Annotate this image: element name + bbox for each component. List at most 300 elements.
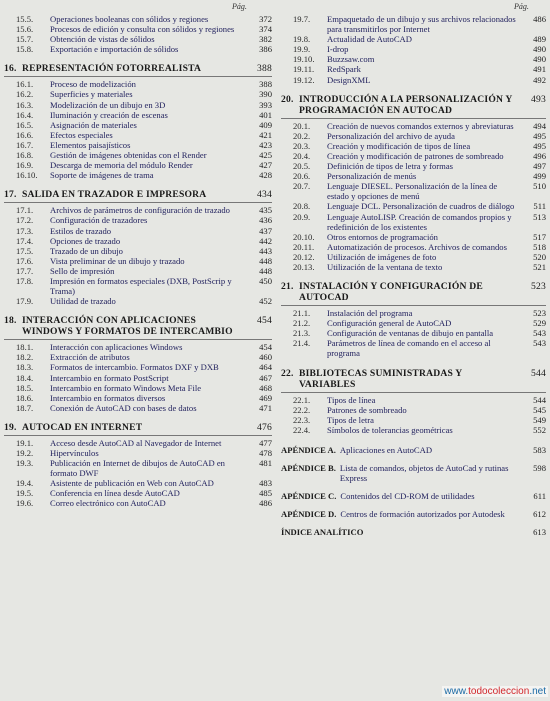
entry-number: 17.8. [16,275,34,286]
entry-page: 549 [533,414,546,425]
entry-number: 17.3. [16,225,34,236]
entry-number: 22.1. [293,394,311,405]
toc-entry[interactable] [4,205,272,215]
entry-page: 436 [259,215,272,226]
toc-entry[interactable] [4,296,272,306]
section-title: SALIDA EN TRAZADOR E IMPRESORA [22,189,207,201]
entry-number: 18.4. [16,372,34,383]
section-number: 18. [4,315,17,327]
entry-page: 450 [259,275,272,286]
entry-number: 19.10. [293,54,315,65]
entry-number: 22.2. [293,404,311,415]
entry-number: 16.1. [16,79,34,90]
entry-page: 545 [533,404,546,415]
entry-number: 19.2. [16,448,34,458]
toc-section [281,281,546,358]
section-page: 493 [531,93,546,105]
toc-entry[interactable] [281,171,546,181]
entry-title: Sello de impresión [50,265,115,276]
entry-number: 16.3. [16,99,34,110]
watermark-prefix: www. [444,686,469,697]
toc-entry[interactable] [281,54,546,64]
toc-entry[interactable] [281,338,546,358]
entry-number: 16.10. [16,170,38,181]
entry-page: 421 [259,129,272,140]
appendix-title: Lista de comandos, objetos de AutoCad y rutinas Express [339,463,509,484]
toc-left-column [4,14,272,509]
entry-page: 544 [533,394,546,405]
toc-entry[interactable] [4,100,272,110]
entry-title: Personalización de menús [327,171,417,182]
entry-page: 425 [259,150,272,161]
entry-title: Hipervínculos [50,448,99,458]
appendix-label: APÉNDICE D. [281,509,337,520]
entry-page: 469 [259,392,272,403]
entry-number: 20.5. [293,161,311,172]
entry-page: 523 [533,308,546,319]
toc-entry[interactable] [281,64,546,74]
section-heading[interactable] [4,189,272,200]
entry-number: 16.8. [16,150,34,161]
entry-page: 467 [259,372,272,383]
entry-number: 18.6. [16,392,34,403]
toc-entry[interactable] [4,458,272,478]
entry-title: Opciones de trazado [50,235,121,246]
appendix-entry[interactable] [281,463,546,483]
entry-title: Parámetros de línea de comando en el acceso al programa [327,338,491,359]
appendix-label: APÉNDICE C. [281,491,337,502]
entry-number: 21.1. [293,308,311,319]
entry-page: 448 [259,265,272,276]
entry-title: Conexión de AutoCAD con bases de datos [50,402,197,413]
watermark-suffix: .net [529,686,546,697]
toc-entry[interactable] [4,89,272,99]
right-page-column-header: Pág. [514,2,529,11]
toc-entry[interactable] [281,121,546,131]
toc-entry[interactable] [4,24,272,34]
entry-title: Efectos especiales [50,129,113,140]
entry-page: 495 [533,140,546,151]
section-heading[interactable] [281,94,546,116]
entry-page: 452 [259,296,272,307]
entry-page: 372 [259,14,272,24]
entry-title: Creación de nuevos comandos externos y abreviaturas [327,120,514,131]
toc-section [281,14,546,85]
toc-entry[interactable] [4,393,272,403]
entry-number: 18.1. [16,342,34,353]
entry-title: Creación y modificación de tipos de línea [327,140,471,151]
entry-number: 19.5. [16,488,34,499]
entry-number: 15.8. [16,44,34,55]
toc-entry[interactable] [4,403,272,413]
entry-page: 517 [533,231,546,242]
entry-number: 19.6. [16,498,34,509]
toc-entry[interactable] [281,262,546,272]
section-number: 17. [4,189,17,201]
entry-title: Descarga de memoria del módulo Render [50,160,193,171]
entry-number: 18.2. [16,352,34,363]
toc-entry[interactable] [281,252,546,262]
entry-page: 382 [259,34,272,45]
entry-page: 401 [259,109,272,120]
section-divider [281,392,546,393]
toc-section [281,368,546,435]
toc-entry[interactable] [281,181,546,201]
entry-title: DesignXML [327,74,371,85]
toc-entry[interactable] [281,201,546,211]
entry-page: 490 [533,44,546,55]
toc-entry[interactable] [281,425,546,435]
toc-entry[interactable] [281,75,546,85]
section-heading[interactable] [4,315,272,337]
entry-title: Símbolos de tolerancias geométricas [327,424,453,435]
section-page: 454 [257,315,272,327]
toc-entry[interactable] [4,266,272,276]
entry-number: 18.3. [16,362,34,373]
entry-number: 20.12. [293,251,315,262]
toc-entry[interactable] [4,215,272,225]
toc-entry[interactable] [4,438,272,448]
entry-number: 21.2. [293,318,311,329]
entry-title: Intercambio en formato PostScript [50,372,169,383]
entry-number: 15.5. [16,14,34,24]
entry-title: Asistente de publicación en Web con AutoCAD [50,478,214,489]
toc-entry[interactable] [281,151,546,161]
toc-entry[interactable] [281,44,546,54]
watermark [442,686,548,697]
entry-page: 543 [533,338,546,349]
section-divider [4,202,272,203]
entry-title: Empaquetado de un dibujo y sus archivos relacionados para transmitirlos por Internet [327,14,516,35]
entry-page: 521 [533,261,546,272]
entry-number: 20.2. [293,130,311,141]
toc-entry[interactable] [4,383,272,393]
appendix-list [281,445,546,538]
entry-page: 496 [533,150,546,161]
left-page-column-header: Pág. [232,2,247,11]
entry-page: 478 [259,448,272,458]
toc-entry[interactable] [4,256,272,266]
entry-title: Automatización de procesos. Archivos de comandos [327,241,507,252]
entry-title: Intercambio en formatos diversos [50,392,166,403]
entry-page: 460 [259,352,272,363]
toc-entry[interactable] [4,14,272,24]
entry-number: 19.11. [293,64,315,75]
entry-number: 20.1. [293,120,311,131]
entry-page: 486 [259,498,272,509]
entry-page: 477 [259,437,272,448]
entry-page: 511 [533,201,546,212]
entry-page: 529 [533,318,546,329]
entry-number: 17.2. [16,215,34,226]
entry-page: 486 [533,14,546,24]
section-heading[interactable] [4,63,272,74]
appendix-entry[interactable] [281,445,546,455]
entry-page: 481 [259,458,272,469]
entry-number: 16.4. [16,109,34,120]
toc-entry[interactable] [4,170,272,180]
appendix-title: Centros de formación autorizados por Autodesk [340,509,505,520]
toc-section [4,315,272,413]
section-divider [281,118,546,119]
entry-number: 16.2. [16,89,34,100]
toc-entry[interactable] [4,150,272,160]
entry-title: Publicación en Internet de dibujos de AutoCAD en formato DWF [50,458,225,479]
entry-title: Configuración de trazadores [50,215,148,226]
toc-entry[interactable] [281,141,546,151]
toc-entry[interactable] [4,488,272,498]
appendix-entry[interactable] [281,509,546,519]
entry-title: Interacción con aplicaciones Windows [50,342,183,353]
appendix-entry[interactable] [281,491,546,501]
toc-entry[interactable] [4,34,272,44]
appendix-page: 583 [533,444,546,455]
section-heading[interactable] [4,422,272,433]
section-divider [4,76,272,77]
entry-page: 448 [259,255,272,266]
entry-number: 21.4. [293,338,311,349]
appendix-page: 611 [533,491,546,502]
entry-number: 17.6. [16,255,34,266]
toc-entry[interactable] [281,14,546,34]
entry-title: Otros entornos de programación [327,231,438,242]
toc-entry[interactable] [281,328,546,338]
entry-page: 435 [259,205,272,216]
section-title: REPRESENTACIÓN FOTORREALISTA [22,63,202,75]
entry-title: Acceso desde AutoCAD al Navegador de Internet [50,437,222,448]
entry-title: Buzzsaw.com [327,54,375,65]
entry-title: Modelización de un dibujo en 3D [50,99,166,110]
entry-page: 428 [259,170,272,181]
entry-title: Exportación e importación de sólidos [50,44,179,55]
entry-number: 17.4. [16,235,34,246]
entry-title: Procesos de edición y consulta con sólidos y regiones [50,24,235,35]
entry-number: 16.9. [16,160,34,171]
entry-title: Vista preliminar de un dibujo y trazado [50,255,185,266]
entry-page: 499 [533,171,546,182]
toc-entry[interactable] [281,318,546,328]
toc-entry[interactable] [4,160,272,170]
toc-entry[interactable] [4,352,272,362]
entry-page: 490 [533,54,546,65]
toc-entry[interactable] [281,242,546,252]
entry-number: 19.12. [293,74,315,85]
toc-entry[interactable] [4,120,272,130]
entry-number: 19.4. [16,478,34,489]
section-page: 388 [257,63,272,75]
section-divider [281,305,546,306]
toc-entry[interactable] [4,246,272,256]
toc-entry[interactable] [4,498,272,508]
toc-entry[interactable] [281,161,546,171]
toc-entry[interactable] [4,373,272,383]
toc-entry[interactable] [281,405,546,415]
watermark-site: todocoleccion [468,686,530,697]
section-title: AUTOCAD EN INTERNET [22,421,143,433]
appendix-title: Aplicaciones en AutoCAD [339,444,433,455]
entry-title: Lenguaje AutoLISP. Creación de comandos propios y redefinición de los existentes [327,211,512,232]
section-page: 434 [257,189,272,201]
entry-page: 497 [533,161,546,172]
section-number: 19. [4,421,17,433]
entry-title: Configuración general de AutoCAD [327,318,452,329]
toc-entry[interactable] [4,342,272,352]
entry-page: 443 [259,245,272,256]
section-number: 20. [281,93,294,105]
toc-entry[interactable] [4,276,272,296]
entry-number: 17.9. [16,296,34,307]
section-heading[interactable] [281,368,546,390]
section-number: 16. [4,63,17,75]
section-title: BIBLIOTECAS SUMINISTRADAS Y VARIABLES [299,367,463,390]
entry-title: I-drop [327,44,349,55]
toc-entry[interactable] [281,395,546,405]
toc-entry[interactable] [281,308,546,318]
toc-entry[interactable] [281,415,546,425]
entry-title: Utilización de la ventana de texto [327,261,443,272]
entry-number: 20.4. [293,150,311,161]
entry-title: Formatos de intercambio. Formatos DXF y DXB [50,362,219,373]
entry-title: Lenguaje DIESEL. Personalización de la línea de estado y opciones de menú [327,181,498,202]
appendix-label: APÉNDICE A. [281,444,336,455]
entry-title: RedSpark [327,64,361,75]
toc-entry[interactable] [4,226,272,236]
entry-page: 468 [259,382,272,393]
section-divider [4,339,272,340]
entry-title: Personalización del archivo de ayuda [327,130,455,141]
entry-number: 15.6. [16,24,34,35]
entry-page: 552 [533,424,546,435]
entry-number: 16.7. [16,139,34,150]
toc-section [281,94,546,272]
appendix-page: 598 [533,463,546,473]
toc-entry[interactable] [4,362,272,372]
toc-entry[interactable] [4,478,272,488]
entry-page: 513 [533,211,546,222]
entry-title: Operaciones booleanas con sólidos y regiones [50,14,209,24]
appendix-label: ÍNDICE ANALÍTICO [281,527,364,538]
entry-page: 393 [259,99,272,110]
toc-entry[interactable] [4,448,272,458]
entry-page: 386 [259,44,272,55]
entry-title: Instalación del programa [327,308,413,319]
toc-entry[interactable] [4,130,272,140]
toc-right-column [281,14,546,545]
entry-number: 20.3. [293,140,311,151]
entry-title: Obtención de vistas de sólidos [50,34,155,45]
toc-entry[interactable] [4,110,272,120]
entry-number: 20.6. [293,171,311,182]
entry-title: Archivos de parámetros de configuración de trazado [50,205,230,216]
entry-page: 388 [259,79,272,90]
section-title: INTERACCIÓN CON APLICACIONES WINDOWS Y FORMATOS DE INTERCAMBIO [22,315,233,338]
section-number: 21. [281,281,294,293]
entry-page: 374 [259,24,272,35]
entry-title: Gestión de imágenes obtenidas con el Render [50,150,207,161]
entry-title: Lenguaje DCL. Personalización de cuadros de diálogo [327,201,515,212]
entry-title: Superficies y materiales [50,89,133,100]
entry-page: 489 [533,34,546,45]
entry-title: Elementos paisajísticos [50,139,131,150]
entry-number: 20.8. [293,201,311,212]
entry-title: Configuración de ventanas de dibujo en pantalla [327,328,494,339]
entry-title: Definición de tipos de letra y formas [327,161,454,172]
appendix-title: Contenidos del CD-ROM de utilidades [340,491,475,502]
toc-section [4,14,272,54]
toc-entry[interactable] [4,236,272,246]
entry-title: Utilización de imágenes de foto [327,251,437,262]
appendix-entry[interactable] [281,527,546,537]
entry-page: 483 [259,478,272,489]
entry-number: 20.9. [293,211,311,222]
entry-number: 16.5. [16,119,34,130]
entry-page: 442 [259,235,272,246]
entry-title: Estilos de trazado [50,225,112,236]
toc-entry[interactable] [281,131,546,141]
entry-title: Soporte de imágenes de trama [50,170,154,181]
entry-number: 18.5. [16,382,34,393]
entry-page: 491 [533,64,546,75]
entry-title: Intercambio en formato Windows Meta File [50,382,202,393]
entry-page: 409 [259,119,272,130]
entry-page: 423 [259,139,272,150]
entry-page: 510 [533,181,546,192]
entry-number: 19.7. [293,14,311,24]
entry-title: Actualidad de AutoCAD [327,34,412,45]
entry-page: 471 [259,402,272,413]
entry-page: 454 [259,342,272,353]
entry-number: 15.7. [16,34,34,45]
entry-number: 20.7. [293,181,311,192]
entry-title: Extracción de atributos [50,352,130,363]
section-page: 544 [531,367,546,379]
appendix-label: APÉNDICE B. [281,463,336,473]
entry-title: Iluminación y creación de escenas [50,109,168,120]
entry-number: 19.3. [16,458,34,469]
entry-page: 495 [533,130,546,141]
entry-title: Tipos de línea [327,394,376,405]
toc-entry[interactable] [281,212,546,232]
entry-title: Conferencia en línea desde AutoCAD [50,488,180,499]
entry-title: Trazado de un dibujo [50,245,123,256]
toc-entry[interactable] [4,79,272,89]
section-page: 523 [531,281,546,293]
toc-entry[interactable] [281,34,546,44]
entry-title: Utilidad de trazado [50,296,116,307]
entry-number: 17.5. [16,245,34,256]
section-heading[interactable] [281,281,546,303]
entry-page: 427 [259,160,272,171]
entry-number: 22.3. [293,414,311,425]
section-number: 22. [281,367,294,379]
entry-page: 390 [259,89,272,100]
toc-entry[interactable] [4,140,272,150]
entry-title: Tipos de letra [327,414,374,425]
entry-number: 19.1. [16,437,34,448]
entry-number: 19.9. [293,44,311,55]
entry-page: 494 [533,120,546,131]
entry-number: 16.6. [16,129,34,140]
entry-number: 19.8. [293,34,311,45]
entry-page: 520 [533,251,546,262]
toc-section [4,189,272,306]
toc-entry[interactable] [281,232,546,242]
appendix-page: 613 [533,527,546,538]
entry-number: 18.7. [16,402,34,413]
toc-entry[interactable] [4,44,272,54]
entry-title: Impresión en formatos especiales (DXB, PostScrip y Trama) [50,275,232,297]
entry-number: 21.3. [293,328,311,339]
